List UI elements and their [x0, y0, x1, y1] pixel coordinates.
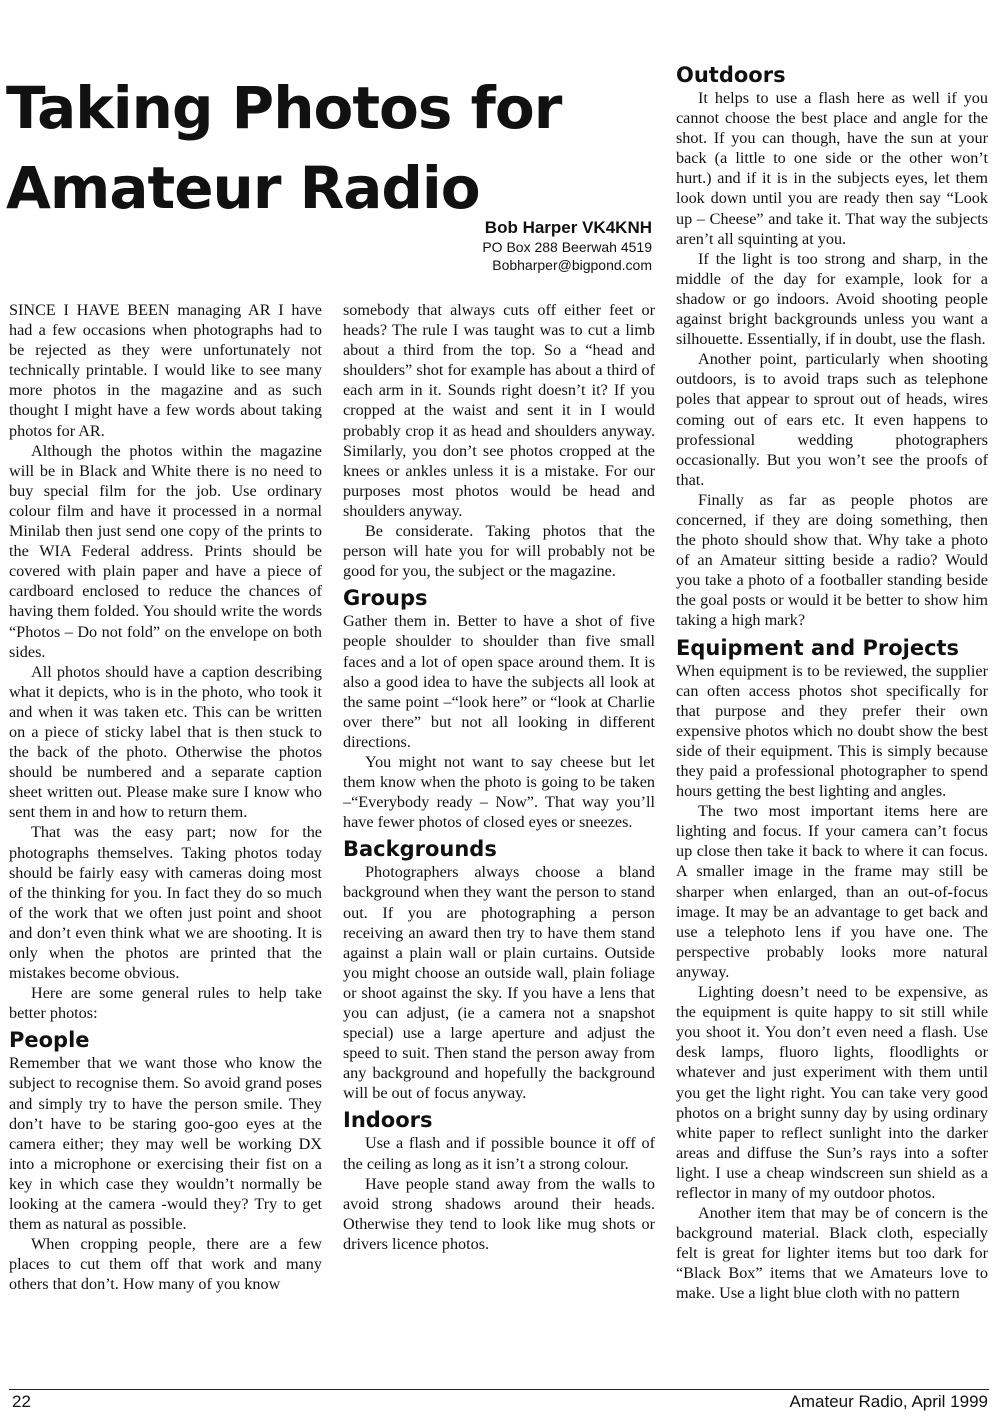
section-heading-groups: Groups — [343, 586, 428, 611]
section-heading-outdoors: Outdoors — [676, 63, 786, 87]
paragraph: If the light is too strong and sharp, in the middle of the day for example, look for a shadow or go indoors. Avoid shooting people against bright backgrounds unless you want a silhouette. Essentially, if in doubt, use the flash. — [676, 249, 988, 349]
paragraph: That was the easy part; now for the photographs themselves. Taking photos today should be fairly easy with cameras doing most of the thinking for you. In fact they do so much of the work that we often just point and shoot and don’t even think what we are shooting. It is only when the photos are printed that the mistakes become obvious. — [9, 823, 322, 983]
paragraph: somebody that always cuts off either feet or heads? The rule I was taught was to cut a limb about a third from the top. So a “head and shoulders” shot for example has about a third of each arm in it. Sounds right doesn’t it? If you cropped at the waist and sent it in I would probably crop it as head and shoulders anyway. Similarly, you don’t see photos cropped at the knees or ankles unless it is a mistake. For our purposes most photos would be head and shoulders anyway. — [343, 301, 655, 520]
paragraph: When equipment is to be reviewed, the supplier can often access photos shot specifically for that purpose and they prefer their own expensive photos which no doubt show the best side of their equipment. This is simply because they paid a professional photographer to spend hours getting the best lighting and angles. — [676, 661, 988, 801]
column-2 — [343, 300, 655, 1254]
footer-divider — [9, 1389, 989, 1390]
column-3 — [676, 58, 988, 1304]
paragraph: Lighting doesn’t need to be expensive, as the equipment is quite happy to sit still while you shoot it. You don’t even need a flash. Use desk lamps, fluoro lights, floodlights or whatever and just experiment with them until you get the light right. You can take very good photos on a bright sunny day by using ordinary white paper to reflect sunlight into the darker areas and diffuse the Sun’s rays into a softer light. I use a cheap windscreen sun shield as a reflector in many of my outdoor photos. — [676, 983, 988, 1202]
paragraph: When cropping people, there are a few places to cut them off that work and many others that don’t. How many of you know — [9, 1235, 322, 1294]
author-email: Bobharper@bigpond.com — [492, 257, 652, 273]
paragraph: The two most important items here are lighting and focus. If your camera can’t focus up close then take it back to where it can focus. A smaller image in the frame may still be sharper when enlarged, than an out-of-focus image. It may be an advantage to get back and use a telephoto lens if you have one. The perspective probably looks more natural anyway. — [676, 802, 988, 981]
column-1 — [9, 300, 322, 1295]
paragraph: It helps to use a flash here as well if you cannot choose the best place and angle for the shot. If you can though, have the sun at your back (a little to one side or the other won’t hurt.) and if it is in the subjects eyes, let them look down until you are ready then say “Look up – Cheese” and take it. That way the subjects aren’t all squinting at you. — [676, 89, 988, 248]
paragraph: All photos should have a caption describing what it depicts, who is in the photo, who took it and when it was taken etc. This can be written on a piece of sticky label that is then stuck to the back of the photo. Otherwise the photos should be numbered and a separate caption sheet written out. Please make sure I know who sent them in and how to return them. — [9, 662, 322, 822]
section-heading-indoors: Indoors — [343, 1108, 433, 1133]
section-heading-people: People — [9, 1028, 90, 1053]
author-address: PO Box 288 Beerwah 4519 — [482, 239, 652, 255]
page-number: 22 — [12, 1392, 31, 1411]
paragraph: Photographers always choose a bland background when they want the person to stand out. If you are photographing a person receiving an award then try to have them stand against a plain wall or plain curtains. Outside you might choose an outside wall, plain foliage or shoot against the sky. If you have a lens that you can adjust, (ie a camera not a snapshot special) use a large aperture and adjust the speed to suit. Then stand the person away from any background and hopefully the background will be out of focus anyway. — [343, 863, 655, 1103]
paragraph: Finally as far as people photos are concerned, if they are doing something, then the photo should show that. Why take a photo of an Amateur sitting beside a radio? Would you take a photo of a footballer standing beside the goal posts or would it be better to show him taking a high mark? — [676, 490, 988, 630]
paragraph: Another item that may be of concern is the background material. Black cloth, especially felt is great for lighter items but too dark for “Black Box” items that we Amateurs love to make. Use a light blue cloth with no pattern — [676, 1204, 988, 1303]
paragraph: Use a flash and if possible bounce it off of the ceiling as long as it isn’t a strong colour. — [343, 1134, 655, 1173]
paragraph: Gather them in. Better to have a shot of five people shoulder to shoulder than five small faces and a lot of open space around them. It is also a good idea to have the subjects all look at the same point –“look here” or “look at Charlie over there” but not all looking in different directions. — [343, 612, 655, 751]
article-title: Taking Photos for Amateur Radio — [6, 74, 562, 222]
paragraph: Although the photos within the magazine will be in Black and White there is no need to buy special film for the job. Use ordinary colour film and have it processed in a normal Minilab then just send one copy of the prints to the WIA Federal address. Prints should be covered with plain paper and have a piece of cardboard enclosed to reduce the chances of having them folded. You should write the words “Photos – Do not fold” on the envelope on both sides. — [9, 441, 322, 661]
paragraph: Be considerate. Taking photos that the person will hate you for will probably not be good for you, the subject or the magazine. — [343, 522, 655, 581]
section-heading-equipment: Equipment and Projects — [676, 635, 960, 660]
paragraph: Another point, particularly when shooting outdoors, is to avoid traps such as telephone poles that appear to sprout out of heads, wires coming out of ears etc. It even happens to professional wedding photographers occasionally. But you won’t see the proofs of that. — [676, 350, 988, 489]
paragraph: Here are some general rules to help take better photos: — [9, 984, 322, 1023]
paragraph: Remember that we want those who know the subject to recognise them. So avoid grand poses and simply try to have the person smile. They don’t have to be staring goo-goo eyes at the camera either; they may well be working DX into a microphone or exercising their fist on a key in which case they wouldn’t normally be looking at the camera -would they? Try to get them as natural as possible. — [9, 1054, 322, 1234]
paragraph: You might not want to say cheese but let them know when the photo is going to be taken –“Everybody ready – Now”. That way you’ll have fewer photos of closed eyes or sneezes. — [343, 752, 655, 832]
magazine-issue: Amateur Radio, April 1999 — [789, 1392, 988, 1411]
author-name: Bob Harper VK4KNH — [484, 218, 652, 237]
paragraph: Have people stand away from the walls to avoid strong shadows around their heads. Otherwise they tend to look like mug shots or drivers licence photos. — [343, 1174, 655, 1253]
paragraph: SINCE I HAVE BEEN managing AR I have had a few occasions when photographs had to be rejected as they were unfortunately not technically printable. I would like to see many more photos in the magazine and as such thought I might have a few words about taking photos for AR. — [9, 301, 322, 440]
section-heading-backgrounds: Backgrounds — [343, 837, 497, 862]
byline — [330, 218, 652, 274]
